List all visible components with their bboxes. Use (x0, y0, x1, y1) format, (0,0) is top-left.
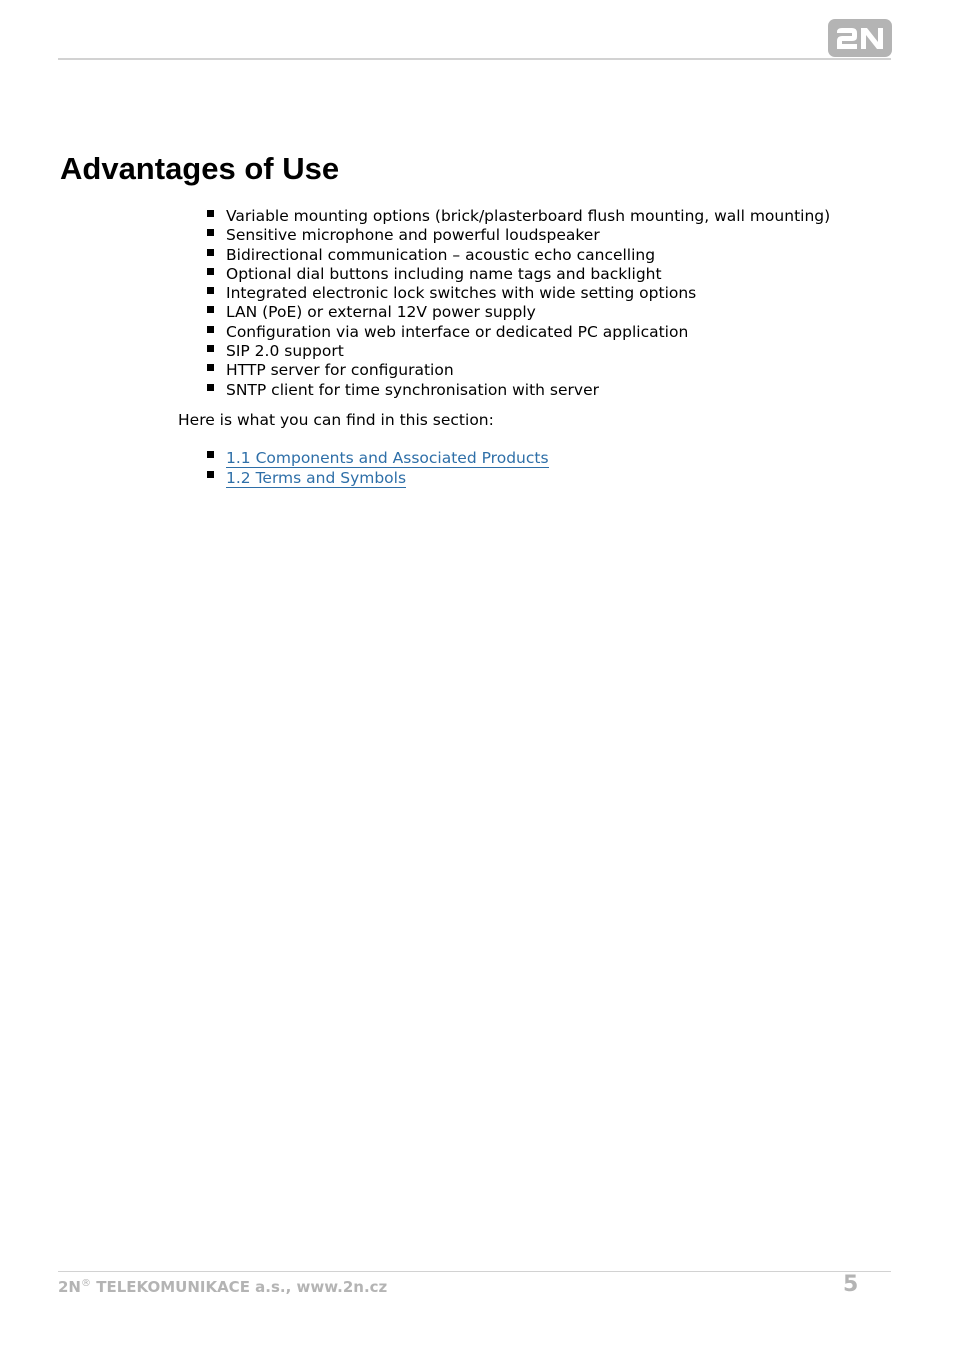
list-item (178, 323, 830, 342)
bullet-icon (207, 364, 214, 371)
list-item-text: Variable mounting options (brick/plasterboard flush mounting, wall mounting) (226, 207, 831, 225)
bullet-icon (207, 210, 214, 217)
footer-company-text: TELEKOMUNIKACE a.s., www.2n.cz (91, 1278, 388, 1296)
list-item-text: Configuration via web interface or dedicated PC application (226, 322, 689, 341)
list-item-text: SNTP client for time synchronisation with server (226, 380, 599, 399)
link-components-and-associated-products[interactable]: 1.1 Components and Associated Products (226, 449, 549, 467)
bullet-icon (207, 471, 214, 478)
list-item (178, 265, 830, 284)
footer-brand: 2N (58, 1278, 81, 1296)
list-item (178, 303, 830, 322)
list-item-text: Optional dial buttons including name tags and backlight (226, 264, 662, 283)
list-item-text: Bidirectional communication – acoustic echo cancelling (226, 245, 656, 264)
section-links-list (178, 448, 549, 488)
advantages-list (178, 207, 830, 400)
bullet-icon (207, 306, 214, 313)
list-item (178, 448, 549, 468)
list-item-text: Sensitive microphone and powerful loudspeaker (226, 226, 600, 245)
list-item (178, 381, 830, 400)
bullet-icon (207, 229, 214, 236)
bullet-icon (207, 249, 214, 256)
list-item (178, 246, 830, 265)
list-item (178, 468, 549, 488)
list-item (178, 226, 830, 245)
bullet-icon (207, 268, 214, 275)
section-intro: Here is what you can find in this section: (178, 411, 494, 429)
footer-company (58, 1278, 387, 1296)
company-logo (828, 19, 892, 57)
bullet-icon (207, 345, 214, 352)
link-terms-and-symbols[interactable]: 1.2 Terms and Symbols (226, 469, 407, 487)
list-item (178, 284, 830, 303)
list-item-text: HTTP server for configuration (226, 361, 454, 380)
list-item (178, 207, 830, 226)
list-item-text: LAN (PoE) or external 12V power supply (226, 303, 536, 322)
bullet-icon (207, 384, 214, 391)
registered-mark: ® (81, 1278, 91, 1289)
page-title: Advantages of Use (60, 151, 340, 186)
page-number: 5 (843, 1272, 859, 1297)
header-divider (58, 58, 891, 60)
list-item-text: SIP 2.0 support (226, 342, 344, 361)
bullet-icon (207, 287, 214, 294)
list-item (178, 342, 830, 361)
bullet-icon (207, 326, 214, 333)
2n-logo-icon (828, 19, 892, 57)
footer-divider (58, 1271, 891, 1272)
list-item-text: Integrated electronic lock switches with wide setting options (226, 284, 697, 303)
list-item (178, 361, 830, 380)
bullet-icon (207, 451, 214, 458)
